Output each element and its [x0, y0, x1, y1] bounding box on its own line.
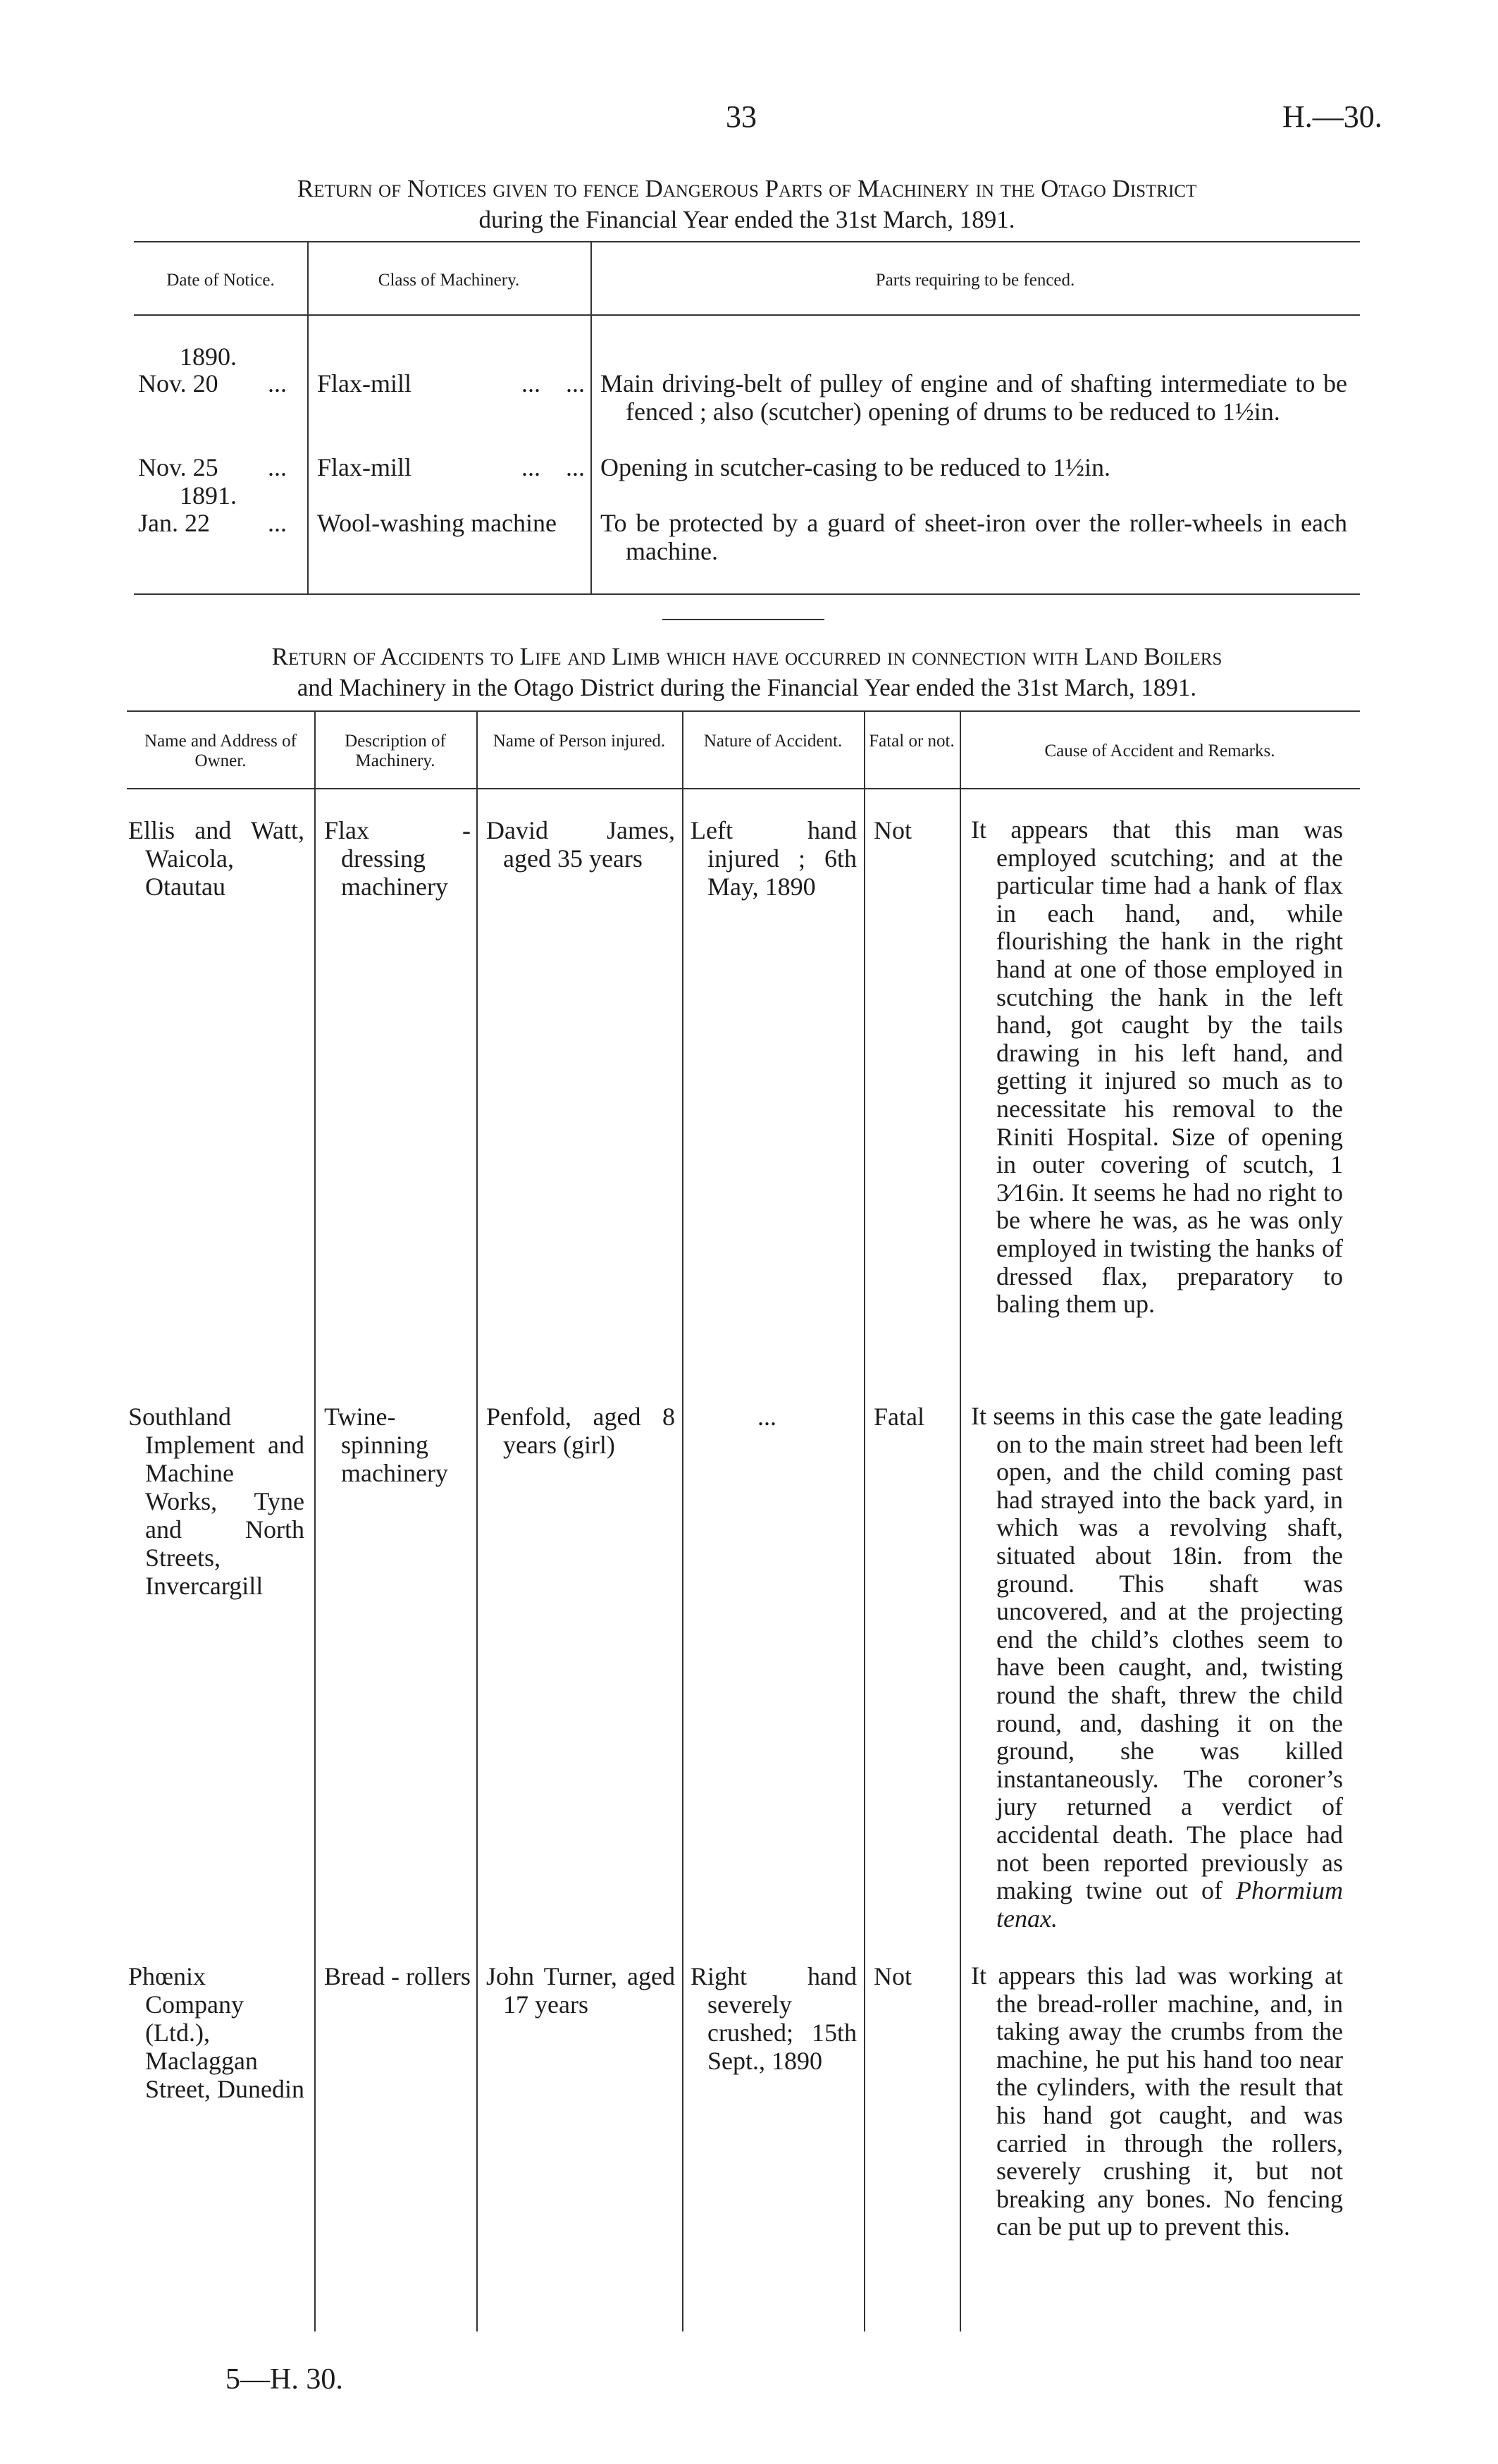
notice-date-leader: ... [268, 509, 287, 537]
accident-owner: Southland Implement and Machine Works, Tyne and North Streets, Invercargill [128, 1403, 304, 1600]
section-separator [662, 619, 824, 620]
accident-remarks [971, 1403, 1343, 1933]
notice-class: Wool-washing machine [317, 509, 557, 537]
accident-fatal: Fatal [874, 1403, 924, 1431]
accident-machinery: Twine-spinning machinery [324, 1403, 448, 1487]
accidents-header-rule [127, 788, 1360, 789]
accident-remarks-text: It appears that this man was employed scutching; and at the particular time had a hank of flax in each hand, and, while flourishing the hank in the right hand at one of those employed in scutching the hank in the left hand, got caught by the tails drawing in his left hand, and getting it injured so much as to necessitate his removal to the Riniti Hospital. Size of opening in outer covering of scutch, 1 3⁄16in. It seems he had no right to be where he was, as he was only employed in twisting the hanks of dressed flax, preparatory to baling them up. [971, 815, 1343, 1319]
notice-parts: Main driving-belt of pulley of engine and of shafting intermediate to be fenced ; also (scutcher) opening of drums to be reduced to 1½in. [600, 369, 1347, 426]
page-footer: 5—H. 30. [225, 2363, 343, 2396]
accidents-col-divider-1 [314, 710, 316, 2331]
notices-year-1891: 1891. [180, 481, 237, 510]
accident-remarks-species: Phormium tenax. [996, 1876, 1344, 1933]
accident-person: John Turner, aged 17 years [486, 1962, 675, 2019]
accident-nature: Right hand severely crushed; 15th Sept., 1890 [691, 1962, 857, 2075]
accidents-title-line1: Return of Accidents to Life and Limb which have occurred in connection with Land Boilers [271, 643, 1222, 670]
accidents-header-remarks: Cause of Accident and Remarks. [1044, 741, 1275, 760]
accidents-col-divider-5 [960, 710, 961, 2331]
accident-owner: Ellis and Watt, Waicola, Otautau [128, 816, 304, 901]
notices-header-parts: Parts requiring to be fenced. [875, 271, 1075, 290]
accidents-header-owner: Name and Address of Owner. [144, 732, 297, 770]
notice-class: Flax-mill [317, 369, 411, 398]
accidents-header-machinery: Description of Machinery. [345, 732, 446, 770]
notices-title-line1: Return of Notices given to fence Dangerous Parts of Machinery in the Otago District [297, 175, 1197, 202]
notices-col-divider-2 [590, 241, 592, 593]
notice-date: Nov. 25 [138, 453, 218, 481]
notices-header-rule [134, 314, 1360, 316]
page-ref: H.—30. [1282, 99, 1382, 134]
accidents-top-rule [127, 710, 1360, 712]
accident-machinery: Flax - dressing machinery [324, 816, 471, 901]
accident-remarks-text: It appears this lad was working at the bread-roller machine, and, in taking away the crumbs from the machine, he put his hand too near the cylinders, with the result that his hand got caught, and was carried in through the rollers, severely crushing it, but not breaking any bones. No fencing can be put up to prevent this. [971, 1961, 1343, 2241]
accident-remarks [971, 816, 1343, 1319]
notices-bottom-rule [134, 593, 1360, 595]
notice-date: Jan. 22 [138, 509, 210, 537]
accident-machinery: Bread - rollers [324, 1962, 471, 1990]
notices-col-divider-1 [307, 241, 309, 593]
notices-title-line2: during the Financial Year ended the 31st March, 1891. [478, 206, 1015, 233]
accident-remarks-text: It seems in this case the gate leading on to the main street had been left open, and the child coming past had strayed into the back yard, in which was a revolving shaft, situated about 18in. from the ground. This shaft was uncovered, and at the projecting end the child’s clothes seem to have been caught, and, twisting round the shaft, threw the child round, and, dashing it on the ground, she was killed instantaneously. The coroner’s jury returned a verdict of accidental death. The place had not been reported previously as making twine out of [971, 1402, 1343, 1905]
accident-fatal: Not [874, 816, 912, 844]
accident-remarks [971, 1962, 1343, 2241]
notices-top-rule [134, 241, 1360, 242]
accident-person: David James, aged 35 years [486, 816, 675, 873]
accidents-col-divider-2 [476, 710, 478, 2331]
notice-parts: To be protected by a guard of sheet-iron over the roller-wheels in each machine. [600, 509, 1347, 565]
notice-parts: Opening in scutcher-casing to be reduced to 1½in. [600, 453, 1111, 481]
notice-class-leader: ... ... [521, 369, 585, 398]
accidents-col-divider-4 [864, 710, 865, 2331]
accidents-header-fatal: Fatal or not. [869, 732, 955, 751]
notice-date: Nov. 20 [138, 369, 218, 398]
notices-header-class: Class of Machinery. [378, 271, 520, 290]
notice-date-leader: ... [268, 453, 287, 481]
accidents-header-person: Name of Person injured. [493, 732, 666, 751]
accidents-title-line2: and Machinery in the Otago District during the Financial Year ended the 31st March, 1891. [297, 674, 1197, 701]
notices-year-1890: 1890. [180, 343, 237, 371]
accident-nature: ... [757, 1403, 776, 1431]
accidents-col-divider-3 [682, 710, 683, 2331]
notice-class-leader: ... ... [521, 453, 585, 481]
page-number: 33 [726, 99, 757, 134]
accident-fatal: Not [874, 1962, 912, 1990]
accidents-header-nature: Nature of Accident. [703, 732, 843, 751]
notice-class: Flax-mill [317, 453, 411, 481]
accident-owner: Phœnix Company (Ltd.), Maclaggan Street, Dunedin [128, 1962, 304, 2103]
notices-header-date: Date of Notice. [166, 271, 275, 290]
accident-person: Penfold, aged 8 years (girl) [486, 1403, 675, 1459]
accident-nature: Left hand injured ; 6th May, 1890 [691, 816, 857, 901]
notice-date-leader: ... [268, 369, 287, 398]
